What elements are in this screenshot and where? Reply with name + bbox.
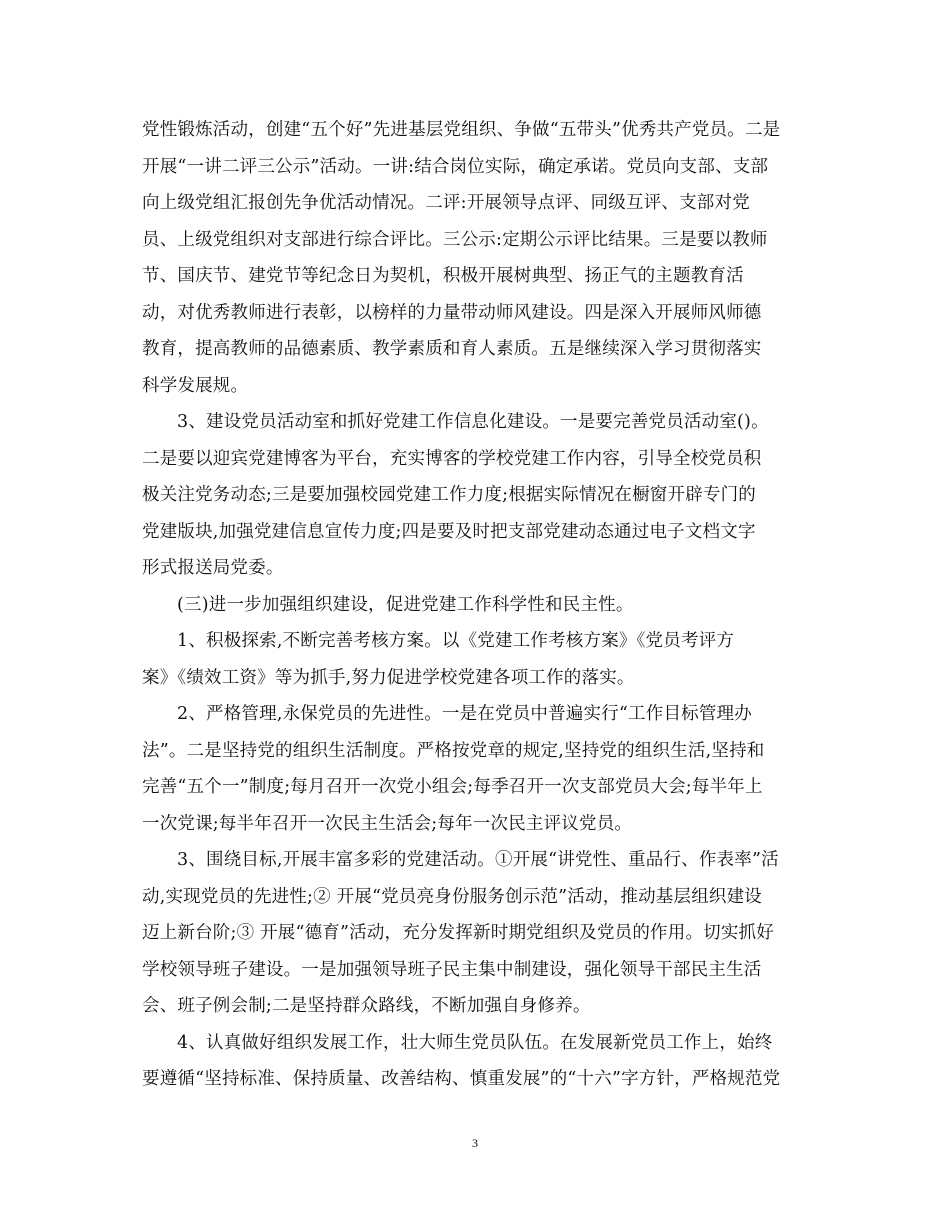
body-text <box>142 112 810 1098</box>
text-line: 案》《绩效工资》等为抓手,努力促进学校党建各项工作的落实。 <box>142 667 635 688</box>
text-line: 党建版块,加强党建信息宣传力度;四是要及时把支部党建动态通过电子文档文字 <box>142 521 756 542</box>
text-line: 党性锻炼活动，创建“五个好”先进基层党组织、争做“五带头”优秀共产党员。二是 <box>142 120 781 140</box>
paragraph-start-line: 4、认真做好组织发展工作，壮大师生党员队伍。在发展新党员工作上，始终 <box>177 1032 773 1053</box>
text-line: 迈上新台阶;③ 开展“德育”活动，充分发挥新时期党组织及党员的作用。切实抓好 <box>142 923 774 943</box>
text-line: 教育，提高教师的品德素质、教学素质和育人素质。五是继续深入学习贯彻落实 <box>142 339 762 359</box>
text-line: 向上级党组汇报创先争优活动情况。二评:开展领导点评、同级互评、支部对党 <box>142 193 750 213</box>
text-line: 法”。二是坚持党的组织生活制度。严格按党章的规定,坚持党的组织生活,坚持和 <box>142 740 765 761</box>
text-line: 形式报送局党委。 <box>142 558 284 578</box>
text-line: 要遵循“坚持标准、保持质量、改善结构、慎重发展”的“十六”字方针，严格规范党 <box>142 1069 781 1089</box>
text-line: 二是要以迎宾党建博客为平台，充实博客的学校党建工作内容，引导全校党员积 <box>142 448 762 469</box>
text-line: 极关注党务动态;三是要加强校园党建工作力度;根据实际情况在橱窗开辟专门的 <box>142 485 756 505</box>
text-line: 一次党课;每半年召开一次民主生活会;每年一次民主评议党员。 <box>142 813 633 834</box>
section-heading: (三)进一步加强组织建设，促进党建工作科学性和民主性。 <box>177 594 634 615</box>
paragraph-start-line: 3、围绕目标,开展丰富多彩的党建活动。①开展“讲党性、重品行、作表率”活 <box>177 850 779 870</box>
page-number: 3 <box>472 1136 478 1150</box>
text-line: 开展“一讲二评三公示”活动。一讲:结合岗位实际，确定承诺。党员向支部、支部 <box>142 156 769 177</box>
text-line: 科学发展规。 <box>142 375 249 396</box>
text-line: 动,实现党员的先进性;② 开展“党员亮身份服务创示范”活动，推动基层组织建设 <box>142 886 763 907</box>
text-line: 动，对优秀教师进行表彰，以榜样的力量带动师风建设。四是深入开展师风师德 <box>142 302 762 323</box>
paragraph-start-line: 3、建设党员活动室和抓好党建工作信息化建设。一是要完善党员活动室()。 <box>177 412 769 432</box>
text-line: 节、国庆节、建党节等纪念日为契机，积极开展树典型、扬正气的主题教育活 <box>142 266 744 286</box>
paragraph-start-line: 1、积极探索,不断完善考核方案。以《党建工作考核方案》《党员考评方 <box>177 631 735 651</box>
paragraph-start-line: 2、严格管理,永保党员的先进性。一是在党员中普遍实行“工作目标管理办 <box>177 704 752 724</box>
text-line: 会、班子例会制;二是坚持群众路线，不断加强自身修养。 <box>142 996 591 1016</box>
text-line: 员、上级党组织对支部进行综合评比。三公示:定期公示评比结果。三是要以教师 <box>142 229 768 250</box>
text-line: 完善“五个一”制度;每月召开一次党小组会;每季召开一次支部党员大会;每半年上 <box>142 777 763 797</box>
text-line: 学校领导班子建设。一是加强领导班子民主集中制建设，强化领导干部民主生活 <box>142 959 762 980</box>
